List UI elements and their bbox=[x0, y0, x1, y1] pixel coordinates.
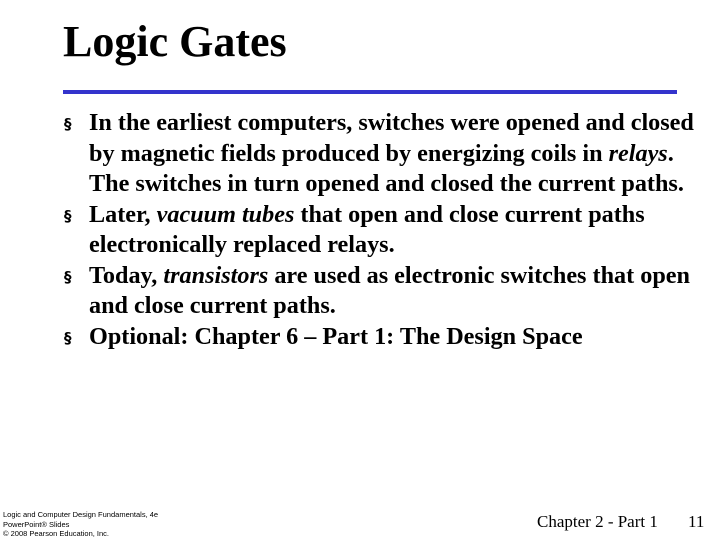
title-underline bbox=[63, 90, 677, 94]
page-number: 11 bbox=[688, 512, 705, 531]
section-sign-icon bbox=[64, 330, 79, 345]
section-sign-icon bbox=[64, 269, 79, 284]
bullet-item bbox=[64, 261, 704, 322]
section-sign-icon bbox=[64, 116, 79, 131]
footer-copyright bbox=[3, 510, 203, 539]
bullet-item bbox=[64, 200, 704, 261]
emphasis-text: vacuum tubes bbox=[156, 200, 295, 228]
bullet-text: Later, vacuum tubes that open and close current paths electronically replaced relays. bbox=[89, 200, 645, 258]
svg-text:§: § bbox=[64, 207, 72, 223]
emphasis-text: transistors bbox=[163, 261, 269, 289]
svg-text:§: § bbox=[64, 268, 72, 284]
emphasis-text: relays bbox=[608, 139, 668, 167]
copyright-line: PowerPoint® Slides bbox=[3, 519, 70, 529]
section-sign-icon bbox=[64, 208, 79, 223]
copyright-line: © 2008 Pearson Education, Inc. bbox=[3, 529, 110, 538]
bullet-text: Optional: Chapter 6 – Part 1: The Design Space bbox=[89, 322, 583, 350]
copyright-line: Logic and Computer Design Fundamentals, 4e bbox=[3, 510, 159, 519]
bullet-text: In the earliest computers, switches were opened and closed by magnetic fields produced by energizing coils in relays. The switches in turn opened and closed the current paths. bbox=[89, 109, 694, 197]
footer-chapter: Chapter 2 - Part 1 bbox=[537, 512, 658, 531]
svg-text:§: § bbox=[64, 116, 72, 131]
bullet-item bbox=[64, 108, 704, 200]
svg-text:§: § bbox=[64, 329, 72, 345]
bullet-item bbox=[64, 322, 704, 353]
bullet-text: Today, transistors are used as electronic switches that open and close current paths. bbox=[89, 261, 690, 319]
slide-title: Logic Gates bbox=[63, 17, 287, 66]
bullet-list bbox=[64, 108, 704, 352]
